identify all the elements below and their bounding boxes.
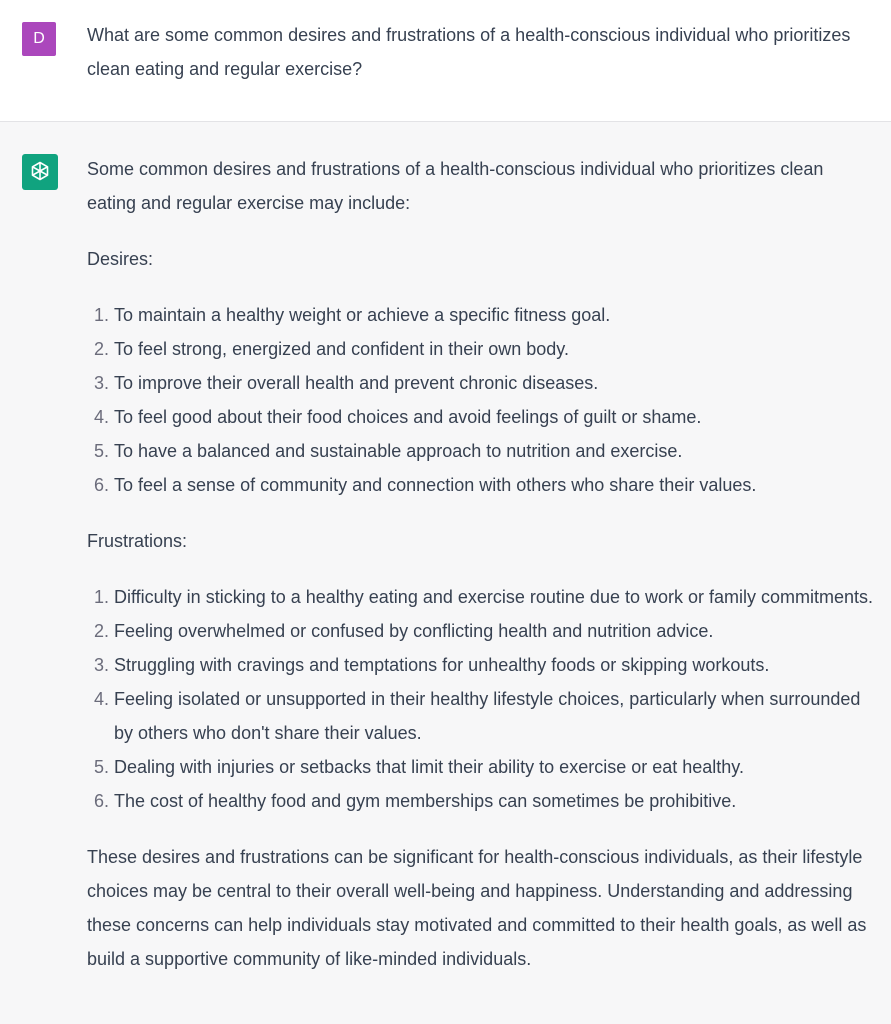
list-item: 4. To feel good about their food choices and avoid feelings of guilt or shame.: [114, 400, 877, 434]
user-avatar: D: [22, 22, 56, 56]
list-item: 2. Feeling overwhelmed or confused by conflicting health and nutrition advice.: [114, 614, 877, 648]
list-item: 4. Feeling isolated or unsupported in their healthy lifestyle choices, particularly when surrounded by others who don't share their values.: [114, 682, 877, 750]
list-item: 2. To feel strong, energized and confident in their own body.: [114, 332, 877, 366]
answer-intro: Some common desires and frustrations of a health-conscious individual who prioritizes clean eating and regular exercise may include:: [87, 159, 824, 213]
list-item: 6. To feel a sense of community and connection with others who share their values.: [114, 468, 877, 502]
frustrations-heading: Frustrations:: [87, 531, 188, 551]
list-item: 3. Struggling with cravings and temptations for unhealthy foods or skipping workouts.: [114, 648, 877, 682]
openai-logo-icon: [27, 159, 53, 185]
user-message: [0, 0, 891, 122]
desires-list: [87, 298, 877, 502]
assistant-avatar: [22, 154, 58, 190]
assistant-answer: [87, 152, 877, 998]
desires-heading: Desires:: [87, 249, 154, 269]
list-item: 6. The cost of healthy food and gym memberships can sometimes be prohibitive.: [114, 784, 877, 818]
assistant-message: [0, 122, 891, 1024]
list-item: 5. To have a balanced and sustainable approach to nutrition and exercise.: [114, 434, 877, 468]
answer-conclusion: These desires and frustrations can be significant for health-conscious individuals, as their lifestyle choices may be central to their overall well-being and happiness. Understanding and addressing these concerns can help individuals stay motivated and committed to their health goals, as well as build a supportive community of like-minded individuals.: [87, 847, 867, 969]
list-item: 1. To maintain a healthy weight or achieve a specific fitness goal.: [114, 298, 877, 332]
list-item: 1. Difficulty in sticking to a healthy eating and exercise routine due to work or family commitments.: [114, 580, 877, 614]
list-item: 3. To improve their overall health and prevent chronic diseases.: [114, 366, 877, 400]
list-item: 5. Dealing with injuries or setbacks that limit their ability to exercise or eat healthy.: [114, 750, 877, 784]
user-question: What are some common desires and frustrations of a health-conscious individual who prioritizes clean eating and regular exercise?: [87, 25, 851, 79]
frustrations-list: [87, 580, 877, 818]
